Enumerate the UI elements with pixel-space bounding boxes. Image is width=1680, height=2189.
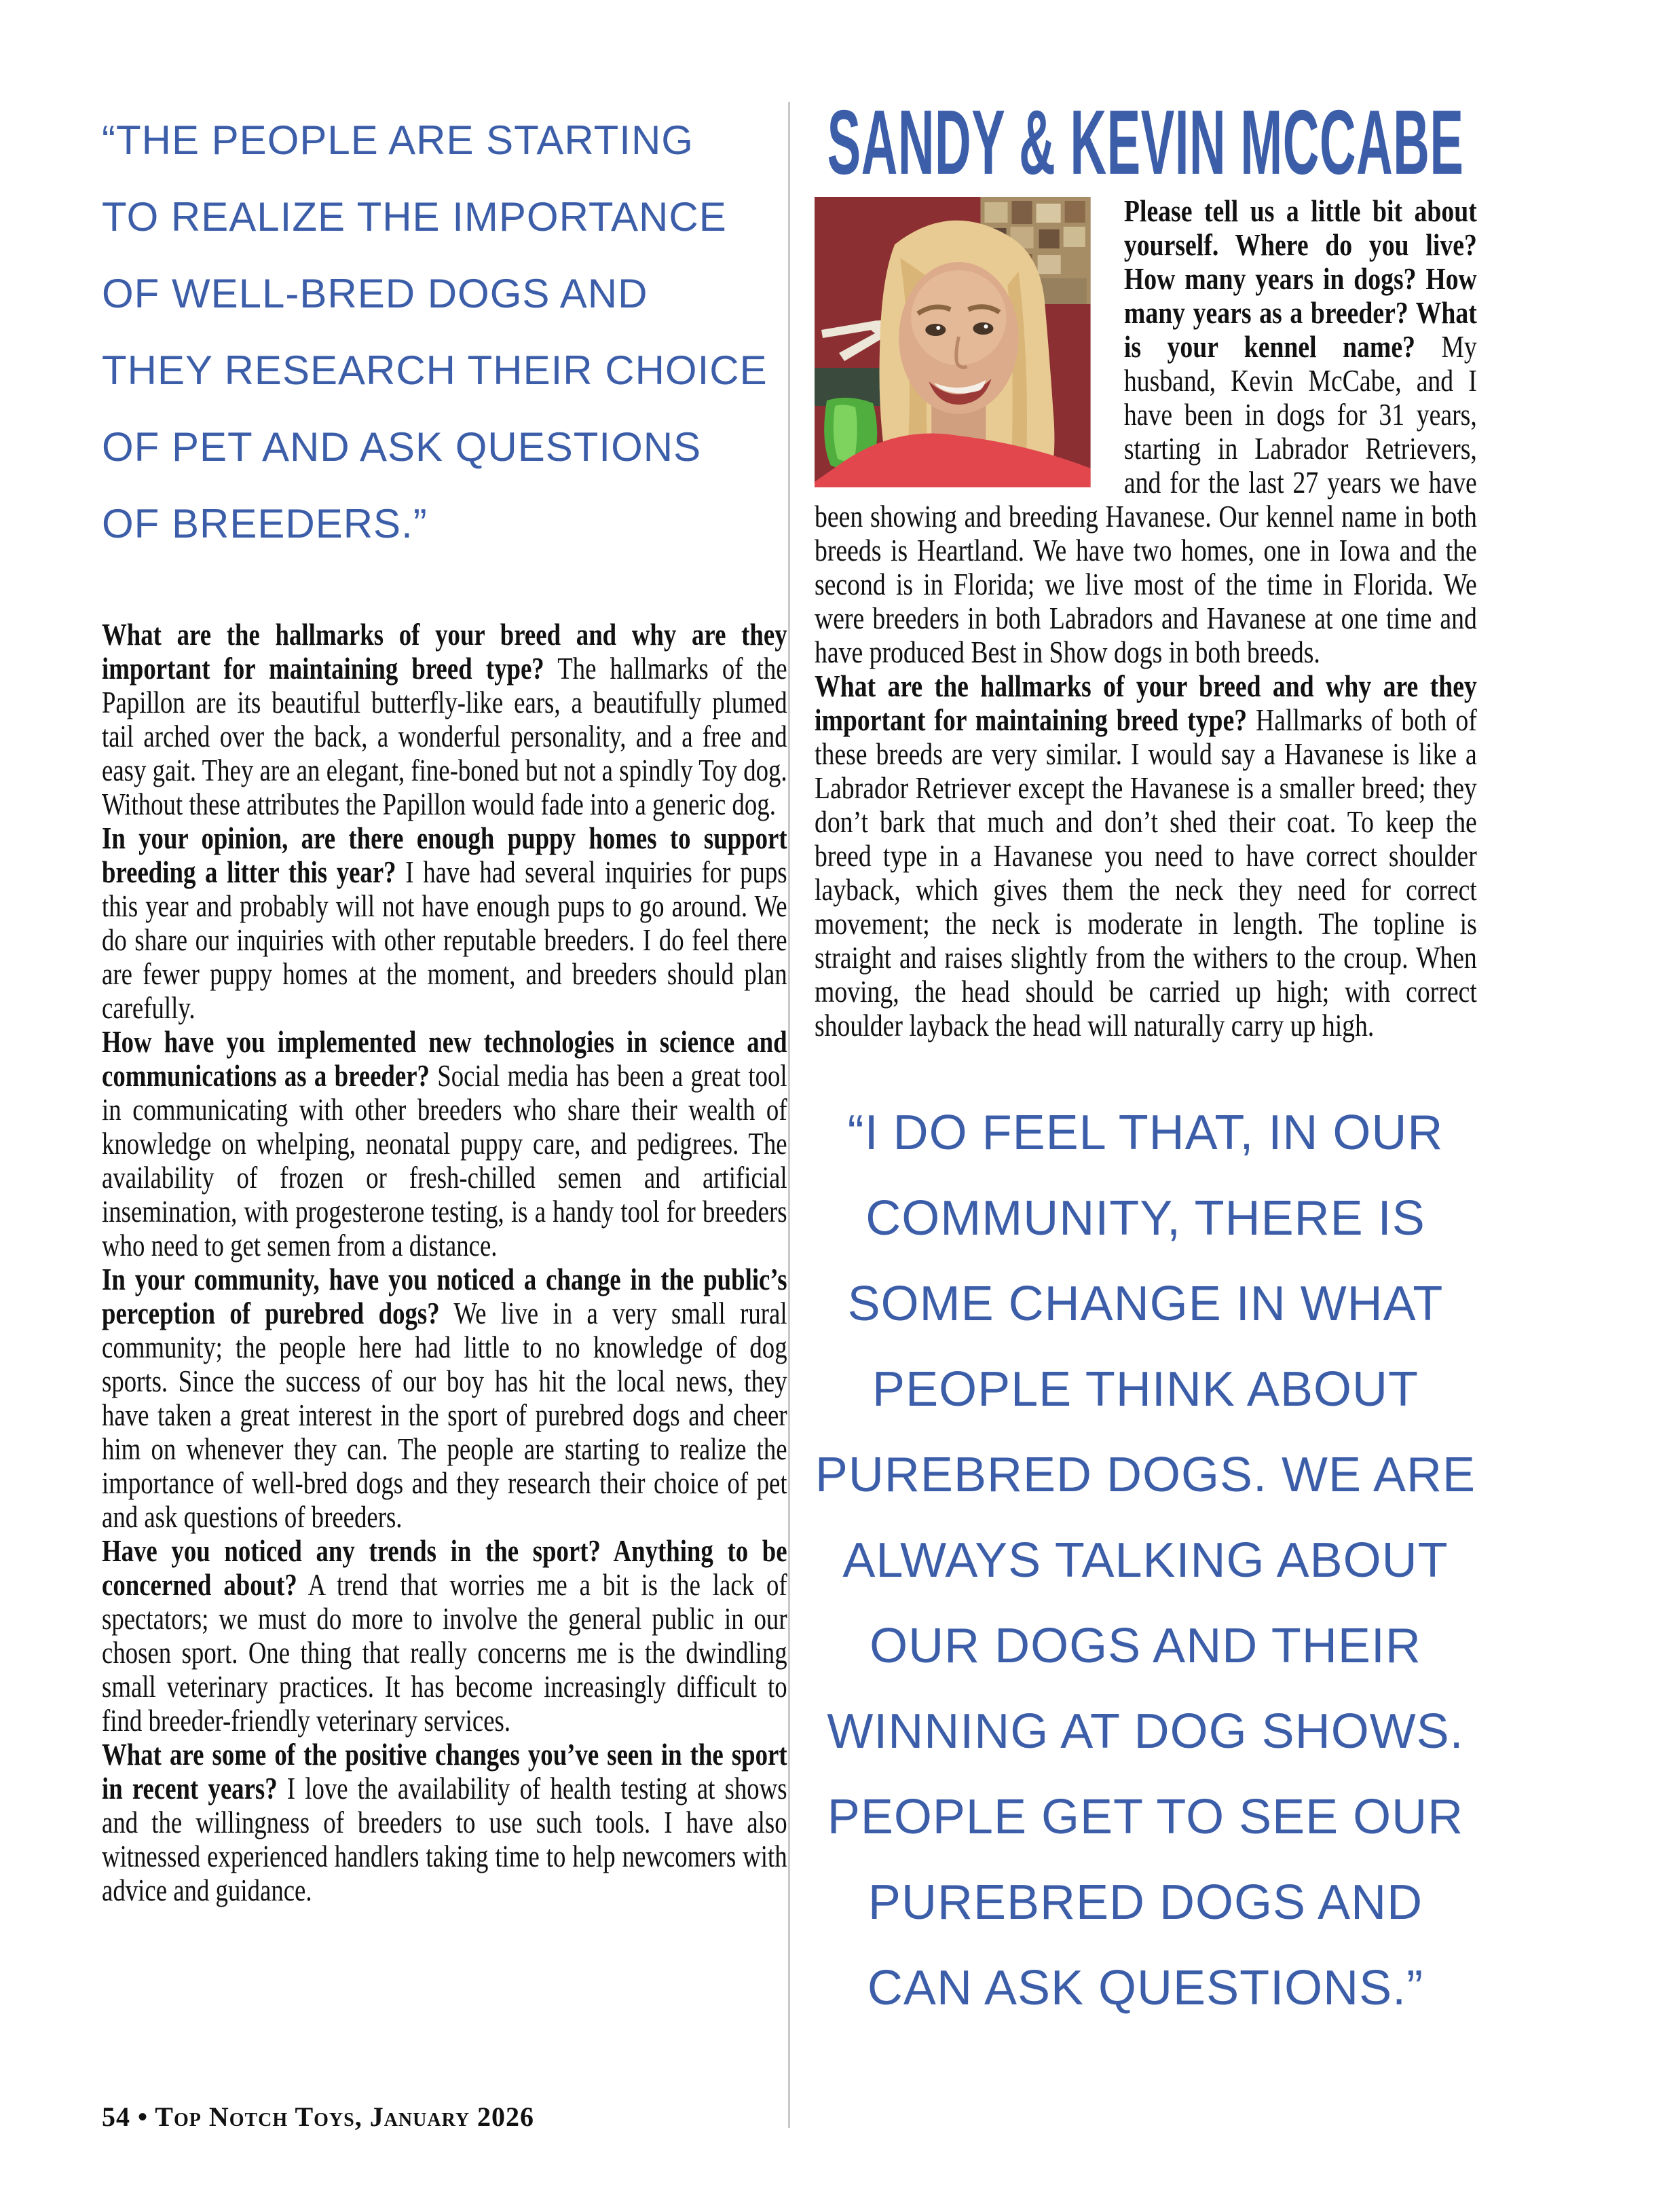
qa-paragraph bbox=[102, 821, 787, 1025]
answer-text: I love the availability of health testing at shows and the willingness of breeders to use such tools. I have also witnessed experienced handlers taking time to help newcomers with advice and guidance. bbox=[102, 1771, 787, 1907]
pull-quote-line: CAN ASK QUESTIONS.” bbox=[867, 1961, 1424, 2015]
qa-paragraph bbox=[102, 618, 787, 821]
pull-quote-top bbox=[102, 102, 787, 562]
right-column bbox=[815, 91, 1477, 2031]
pull-quote-line: ALWAYS TALKING ABOUT bbox=[842, 1533, 1449, 1588]
pull-quote-line: PUREBRED DOGS AND bbox=[867, 1875, 1423, 1930]
qa-paragraph bbox=[102, 1025, 787, 1262]
pull-quote-line: PEOPLE THINK ABOUT bbox=[872, 1362, 1419, 1417]
left-body-text bbox=[102, 618, 787, 1907]
pull-quote-line: OF PET AND ASK QUESTIONS bbox=[102, 424, 702, 470]
pull-quote-line: OF BREEDERS.” bbox=[102, 501, 428, 546]
question-text: Please tell us a little bit about yourself. Where do you live? How many years in dogs? How many years as a breeder? What is your kennel name? bbox=[1123, 193, 1477, 364]
pull-quote-line: OUR DOGS AND THEIR bbox=[870, 1619, 1421, 1673]
qa-paragraph bbox=[102, 1262, 787, 1534]
page-title: SANDY & KEVIN MCCABE bbox=[827, 91, 1464, 193]
pull-quote-line: COMMUNITY, THERE IS bbox=[865, 1191, 1425, 1246]
left-body bbox=[102, 618, 787, 1907]
answer-text: The hallmarks of the Papillon are its beautiful butterfly-like ears, a beautifully plumed tail arched over the back, a wonderful personality, and a free and easy gait. They are an elegant, fine-boned but not a spindly Toy dog. Without these attributes the Papillon would fade into a generic dog. bbox=[102, 651, 787, 821]
answer-text: We live in a very small rural community; the people here had little to no knowledge of dog sports. Since the success of our boy has hit the local news, they have taken a great interest in the sport of purebred dogs and cheer him on whenever they can. The people are starting to realize the importance of well-bred dogs and they research their choice of pet and ask questions of breeders. bbox=[102, 1296, 787, 1534]
question-text: What are the hallmarks of your breed and why are they important for maintaining breed type? bbox=[815, 669, 1477, 737]
pull-quote-line: TO REALIZE THE IMPORTANCE bbox=[102, 194, 727, 240]
answer-text: My husband, Kevin McCabe, and I have been in dogs for 31 years, starting in Labrador Retrievers, and for the last 27 years we have been showing and breeding Havanese. Our kennel name in both breeds is Heartland. We have two homes, one in Iowa and the second is in Florida; we live most of the time in Florida. We were breeders in both Labradors and Havanese at one time and have produced Best in Show dogs in both breeds. bbox=[815, 329, 1477, 669]
page-footer: 54 • Top Notch Toys, January 2026 bbox=[102, 2101, 535, 2132]
pull-quote-line: THEY RESEARCH THEIR CHOICE bbox=[102, 348, 768, 393]
pull-quote-bottom bbox=[815, 1090, 1476, 2031]
portrait-photo-illustration bbox=[815, 197, 1091, 487]
qa-paragraph bbox=[102, 1534, 787, 1738]
pull-quote-line: “THE PEOPLE ARE STARTING bbox=[102, 117, 694, 163]
portrait-photo bbox=[815, 197, 1091, 487]
answer-text: Social media has been a great tool in communicating with other breeders who share their wealth of knowledge on whelping, neonatal puppy care, and pedigrees. The availability of frozen or fresh-chilled semen and artificial insemination, with progesterone testing, is a handy tool for breeders who need to get semen from a distance. bbox=[102, 1058, 787, 1262]
answer-text: A trend that worries me a bit is the lack of spectators; we must do more to involve the general public in our chosen sport. One thing that really concerns me is the dwindling small veterinary practices. It has become increasingly difficult to find breeder-friendly veterinary services. bbox=[102, 1567, 787, 1738]
question-text: Have you noticed any trends in the sport? Anything to be concerned about? bbox=[102, 1533, 787, 1602]
pull-quote-line: PEOPLE GET TO SEE OUR bbox=[827, 1790, 1464, 1844]
pull-quote-line: WINNING AT DOG SHOWS. bbox=[827, 1704, 1464, 1759]
pull-quote-line: SOME CHANGE IN WHAT bbox=[847, 1277, 1444, 1331]
pull-quote-line: “I DO FEEL THAT, IN OUR bbox=[847, 1106, 1444, 1160]
question-text: What are some of the positive changes you’ve seen in the sport in recent years? bbox=[102, 1737, 787, 1806]
question-text: How have you implemented new technologies in science and communications as a breeder? bbox=[102, 1024, 787, 1093]
question-text: What are the hallmarks of your breed and why are they important for maintaining breed type? bbox=[102, 617, 787, 686]
left-column bbox=[102, 102, 787, 1907]
column-divider bbox=[788, 102, 790, 2128]
pull-quote-line: PUREBRED DOGS. WE ARE bbox=[815, 1448, 1476, 1502]
question-text: In your community, have you noticed a change in the public’s perception of purebred dogs? bbox=[102, 1262, 787, 1330]
right-body bbox=[815, 194, 1477, 1043]
pull-quote-line: OF WELL-BRED DOGS AND bbox=[102, 271, 648, 316]
answer-text: I have had several inquiries for pups this year and probably will not have enough pups to go around. We do share our inquiries with other reputable breeders. I do feel there are fewer puppy homes at the moment, and breeders should plan carefully. bbox=[102, 855, 787, 1025]
qa-paragraph bbox=[815, 669, 1477, 1043]
answer-text: Hallmarks of both of these breeds are very similar. I would say a Havanese is like a Labrador Retriever except the Havanese is a smaller breed; they don’t bark that much and don’t shed their coat. To keep the breed type in a Havanese you need to have correct shoulder layback, which gives them the neck they need for correct movement; the neck is moderate in length. The topline is straight and raises slightly from the withers to the croup. When moving, the head should be carried up high; with correct shoulder layback the head will naturally carry up high. bbox=[815, 703, 1477, 1043]
question-text: In your opinion, are there enough puppy homes to support breeding a litter this year? bbox=[102, 821, 787, 889]
qa-paragraph bbox=[102, 1738, 787, 1907]
